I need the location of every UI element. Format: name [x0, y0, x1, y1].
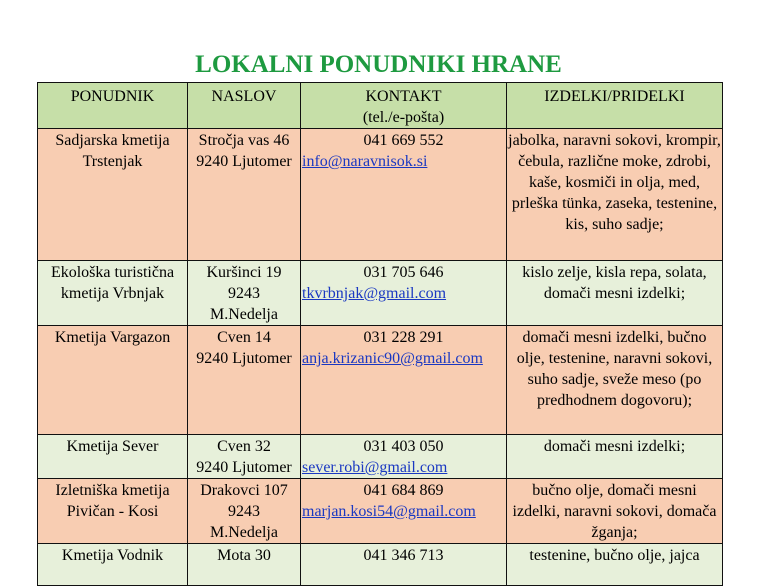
header-ponudnik: PONUDNIK: [38, 83, 188, 129]
header-row: [38, 83, 723, 129]
provider-email-link[interactable]: info@naravnisok.si: [302, 153, 428, 170]
provider-address: Drakovci 107 9243 M.Nedelja: [188, 479, 301, 544]
provider-name: Ekološka turistična kmetija Vrbnjak: [38, 261, 188, 326]
provider-phone: 041 684 869: [363, 482, 444, 499]
table-row: [38, 129, 723, 261]
provider-email-link[interactable]: sever.robi@gmail.com: [302, 459, 448, 476]
provider-products: jabolka, naravni sokovi, krompir, čebula, različne moke, zdrobi, kaše, kosmiči in olja, med, prleška tünka, zaseka, testenine, kis, suho sadje;: [507, 129, 723, 261]
provider-phone: 041 669 552: [363, 132, 444, 149]
provider-products: testenine, bučno olje, jajca: [507, 544, 723, 586]
table-row: [38, 435, 723, 479]
provider-email-link[interactable]: anja.krizanic90@gmail.com: [302, 350, 483, 367]
provider-name: Sadjarska kmetija Trstenjak: [38, 129, 188, 261]
table-row: [38, 479, 723, 544]
table-row: [38, 544, 723, 586]
provider-phone: 041 346 713: [363, 547, 444, 564]
provider-address: Cven 14 9240 Ljutomer: [188, 326, 301, 435]
provider-email-link[interactable]: marjan.kosi54@gmail.com: [302, 503, 476, 520]
provider-phone: 031 705 646: [363, 264, 444, 281]
providers-table: [37, 82, 723, 586]
provider-contact: [301, 479, 507, 544]
provider-contact: [301, 544, 507, 586]
table-row: [38, 261, 723, 326]
provider-name: Kmetija Vodnik: [38, 544, 188, 586]
provider-name: Kmetija Vargazon: [38, 326, 188, 435]
provider-contact: [301, 326, 507, 435]
provider-contact: [301, 261, 507, 326]
provider-contact: [301, 129, 507, 261]
header-kontakt: KONTAKT (tel./e-pošta): [301, 83, 507, 129]
provider-name: Kmetija Sever: [38, 435, 188, 479]
provider-products: kislo zelje, kisla repa, solata, domači mesni izdelki;: [507, 261, 723, 326]
provider-phone: 031 228 291: [363, 329, 444, 346]
provider-contact: [301, 435, 507, 479]
provider-products: domači mesni izdelki, bučno olje, testenine, naravni sokovi, suho sadje, sveže meso (po predhodnem dogovoru);: [507, 326, 723, 435]
provider-products: domači mesni izdelki;: [507, 435, 723, 479]
provider-address: Mota 30: [188, 544, 301, 586]
header-naslov: NASLOV: [188, 83, 301, 129]
provider-phone: 031 403 050: [363, 438, 444, 455]
table-row: [38, 326, 723, 435]
provider-address: Stročja vas 46 9240 Ljutomer: [188, 129, 301, 261]
provider-address: Kuršinci 19 9243 M.Nedelja: [188, 261, 301, 326]
provider-products: bučno olje, domači mesni izdelki, naravni sokovi, domača žganja;: [507, 479, 723, 544]
provider-name: Izletniška kmetija Pivičan - Kosi: [38, 479, 188, 544]
provider-address: Cven 32 9240 Ljutomer: [188, 435, 301, 479]
header-izdelki: IZDELKI/PRIDELKI: [507, 83, 723, 129]
page-title: LOKALNI PONUDNIKI HRANE: [195, 51, 562, 78]
provider-email-link[interactable]: tkvrbnjak@gmail.com: [302, 285, 447, 302]
